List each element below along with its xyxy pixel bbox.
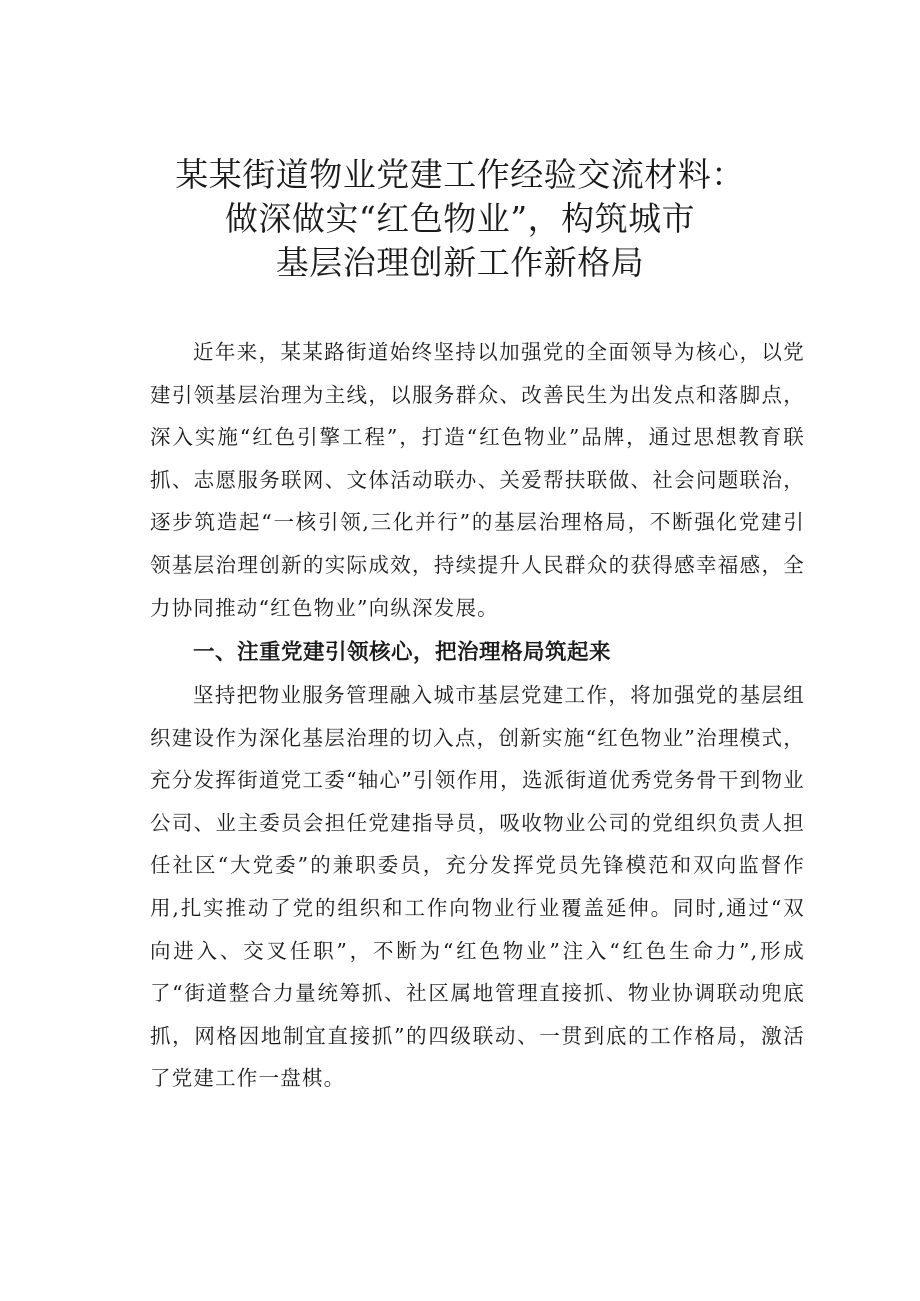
title-line-1: 某某街道物业党建工作经验交流材料：: [175, 155, 745, 194]
section-heading-1: 一、注重党建引领核心，把治理格局筑起来: [193, 640, 612, 665]
document-title: [0, 153, 920, 285]
title-line-3: 基层治理创新工作新格局: [275, 243, 645, 282]
intro-paragraph: 近年来，某某路街道始终坚持以加强党的全面领导为核心，以党建引领基层治理为主线，以服务群众、改善民生为出发点和落脚点，深入实施“红色引擎工程”，打造“红色物业”品牌，通过思想教育联抓、志愿服务联网、文体活动联办、关爱帮扶联做、社会问题联治，逐步筑造起“一核引领,三化并行”的基层治理格局，不断强化党建引领基层治理创新的实际成效，持续提升人民群众的获得感幸福感，全力协同推动“红色物业”向纵深发展。: [150, 340, 805, 620]
title-line-2: 做深做实“红色物业”，构筑城市: [224, 199, 696, 238]
section-1-paragraph: 坚持把物业服务管理融入城市基层党建工作，将加强党的基层组织建设作为深化基层治理的切入点，创新实施“红色物业”治理模式，充分发挥街道党工委“轴心”引领作用，选派街道优秀党务骨干到物业公司、业主委员会担任党建指导员，吸收物业公司的党组织负责人担任社区“大党委”的兼职委员，充分发挥党员先锋模范和双向监督作用,扎实推动了党的组织和工作向物业行业覆盖延伸。同时,通过“双向进入、交叉任职”，不断为“红色物业”注入“红色生命力”,形成了“街道整合力量统筹抓、社区属地管理直接抓、物业协调联动兜底抓，网格因地制宜直接抓”的四级联动、一贯到底的工作格局，激活了党建工作一盘棋。: [150, 683, 805, 1091]
